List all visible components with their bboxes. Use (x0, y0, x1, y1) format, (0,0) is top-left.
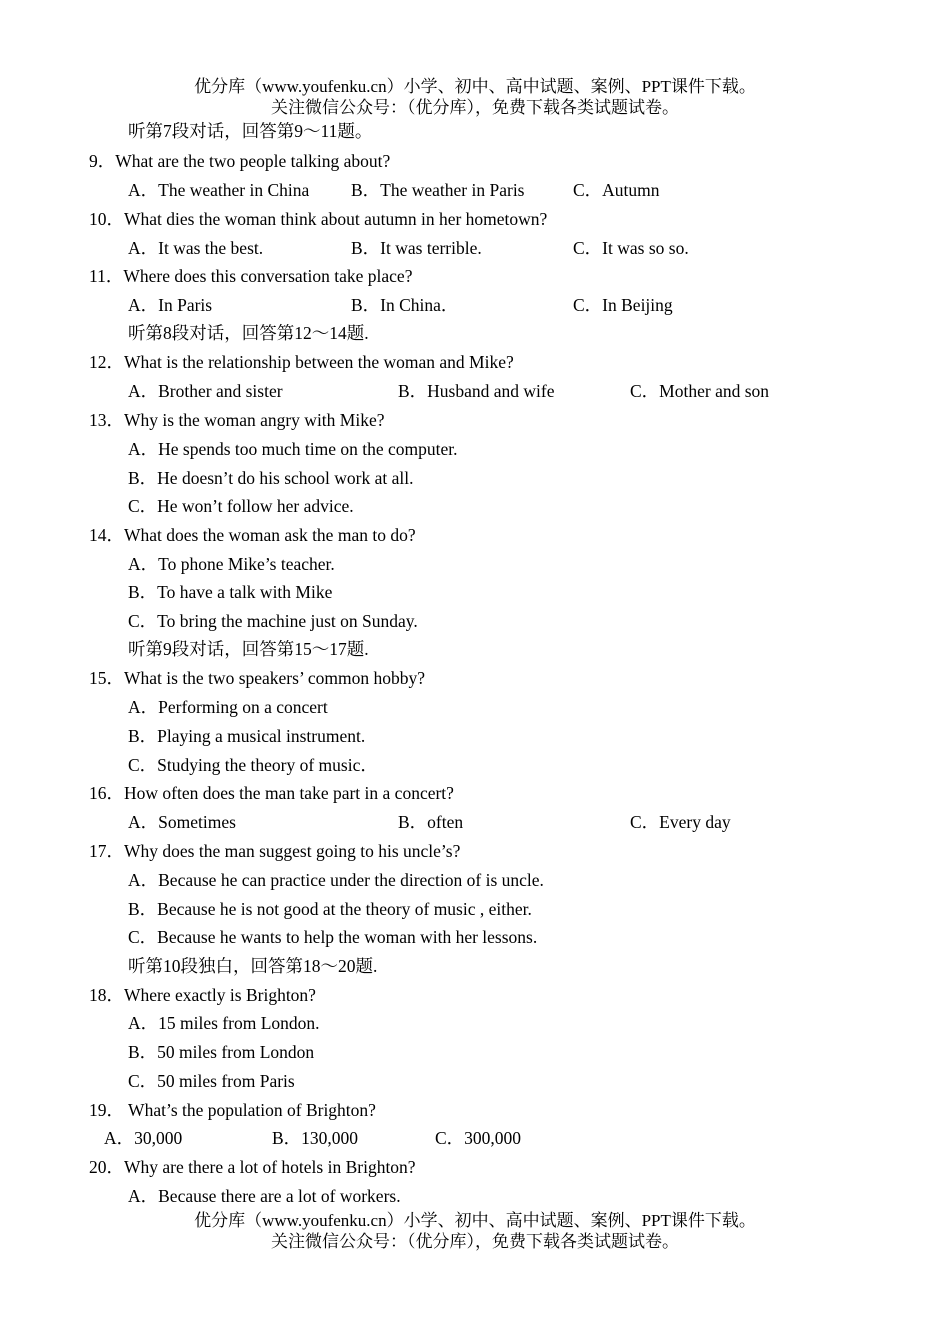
section-heading-10: 听第10段独白，回答第18～20题. (128, 956, 378, 976)
question-16-option-b: B．often (398, 812, 464, 832)
question-11-options (0, 294, 950, 316)
footer-line-1: 优分库（www.youfenku.cn）小学、初中、高中试题、案例、PPT课件下载。 (194, 1211, 756, 1230)
question-10-option-b: B．It was terrible. (351, 238, 482, 258)
header-line-2: 关注微信公众号：（优分库），免费下载各类试题试卷。 (271, 98, 679, 117)
question-14-option-c: C．To bring the machine just on Sunday. (128, 611, 418, 631)
question-17-option-b: B．Because he is not good at the theory of music , either. (128, 899, 532, 919)
question-15-option-c: C．Studying the theory of music． (128, 755, 378, 775)
question-19-options (0, 1127, 950, 1149)
question-12-option-c: C．Mother and son (630, 381, 770, 401)
question-11-option-a: A．In Paris (128, 295, 213, 315)
question-12-option-b: B．Husband and wife (398, 381, 555, 401)
footer-line-2: 关注微信公众号：（优分库），免费下载各类试题试卷。 (271, 1232, 679, 1251)
question-17-stem: 17．Why does the man suggest going to his uncle’s? (89, 841, 461, 861)
header-line-1: 优分库（www.youfenku.cn）小学、初中、高中试题、案例、PPT课件下载。 (194, 77, 756, 96)
question-10-option-a: A．It was the best. (128, 238, 264, 258)
question-10-options (0, 237, 950, 259)
question-14-option-b: B．To have a talk with Mike (128, 582, 333, 602)
question-19-stem: 19． What’s the population of Brighton? (89, 1100, 376, 1120)
section-heading-8: 听第8段对话，回答第12～14题. (128, 323, 369, 343)
question-12-options (0, 380, 950, 402)
question-12-stem: 12．What is the relationship between the woman and Mike? (89, 352, 514, 372)
section-heading-7: 听第7段对话，回答第9～11题。 (128, 121, 373, 141)
question-15-stem: 15．What is the two speakers’ common hobby? (89, 668, 425, 688)
question-16-options (0, 811, 950, 833)
question-19-option-c: C．300,000 (435, 1128, 522, 1148)
question-11-option-c: C．In Beijing (573, 295, 673, 315)
question-20-option-a: A．Because there are a lot of workers. (128, 1186, 401, 1206)
question-13-option-b: B．He doesn’t do his school work at all. (128, 468, 414, 488)
question-11-option-b: B．In China． (351, 295, 459, 315)
question-20-stem: 20．Why are there a lot of hotels in Brighton? (89, 1157, 416, 1177)
question-13-option-c: C．He won’t follow her advice. (128, 496, 354, 516)
question-16-option-a: A．Sometimes (128, 812, 236, 832)
question-15-option-b: B．Playing a musical instrument. (128, 726, 366, 746)
question-14-stem: 14．What does the woman ask the man to do? (89, 525, 416, 545)
question-16-option-c: C．Every day (630, 812, 731, 832)
section-heading-9: 听第9段对话，回答第15～17题. (128, 639, 369, 659)
question-19-option-b: B．130,000 (272, 1128, 359, 1148)
question-9-option-c: C．Autumn (573, 180, 660, 200)
question-12-option-a: A．Brother and sister (128, 381, 283, 401)
question-17-option-a: A．Because he can practice under the direction of is uncle. (128, 870, 544, 890)
question-9-options (0, 179, 950, 201)
question-10-option-c: C．It was so so. (573, 238, 689, 258)
question-9-option-a: A．The weather in China (128, 180, 310, 200)
question-15-option-a: A．Performing on a concert (128, 697, 328, 717)
question-16-stem: 16．How often does the man take part in a concert? (89, 783, 454, 803)
question-11-stem: 11．Where does this conversation take place? (89, 266, 413, 286)
question-13-stem: 13．Why is the woman angry with Mike? (89, 410, 385, 430)
question-10-stem: 10．What dies the woman think about autumn in her hometown? (89, 209, 548, 229)
question-18-option-a: A．15 miles from London. (128, 1013, 320, 1033)
question-9-stem: 9．What are the two people talking about? (89, 151, 391, 171)
question-13-option-a: A．He spends too much time on the computer. (128, 439, 458, 459)
question-18-option-c: C．50 miles from Paris (128, 1071, 295, 1091)
question-17-option-c: C．Because he wants to help the woman with her lessons. (128, 927, 538, 947)
question-19-option-a: A．30,000 (104, 1128, 183, 1148)
question-14-option-a: A．To phone Mike’s teacher. (128, 554, 335, 574)
question-9-option-b: B．The weather in Paris (351, 180, 525, 200)
question-18-stem: 18．Where exactly is Brighton? (89, 985, 316, 1005)
question-18-option-b: B．50 miles from London (128, 1042, 315, 1062)
